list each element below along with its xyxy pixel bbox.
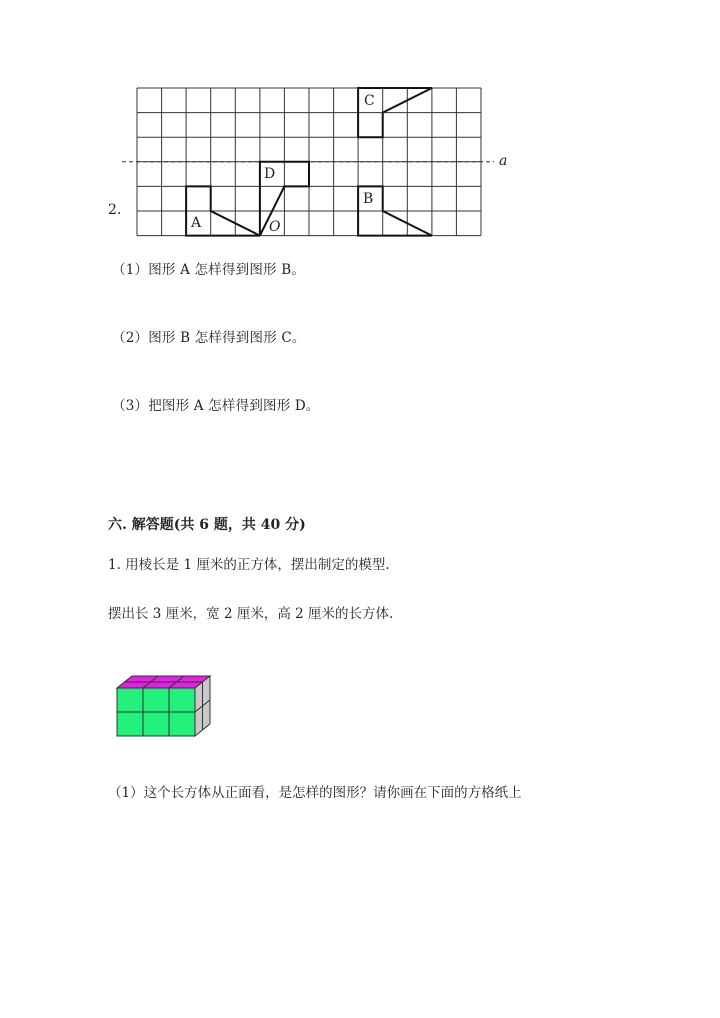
section-6-question-1-part-1: （1）这个长方体从正面看，是怎样的图形？请你画在下面的方格纸上 <box>108 785 522 801</box>
section-6-question-1: 1. 用棱长是 1 厘米的正方体，摆出制定的模型. <box>108 557 390 573</box>
label-B: B <box>363 191 374 207</box>
cuboid-figure <box>110 672 220 744</box>
grid-figure <box>118 82 518 242</box>
question-2-part-1: （1）图形 A 怎样得到图形 B。 <box>112 262 306 278</box>
question-2-part-3: （3）把图形 A 怎样得到图形 D。 <box>112 398 320 414</box>
label-D: D <box>264 166 276 182</box>
question-2-part-2: （2）图形 B 怎样得到图形 C。 <box>112 330 306 346</box>
label-O: O <box>269 219 281 235</box>
section-6-question-1-instruction: 摆出长 3 厘米，宽 2 厘米，高 2 厘米的长方体. <box>108 606 394 622</box>
axis-a-label: a <box>499 153 508 169</box>
label-C: C <box>364 93 375 109</box>
section-6-title: 六. 解答题(共 6 题，共 40 分) <box>108 517 306 533</box>
question-2-number: 2. <box>108 202 122 218</box>
label-A: A <box>191 215 202 231</box>
